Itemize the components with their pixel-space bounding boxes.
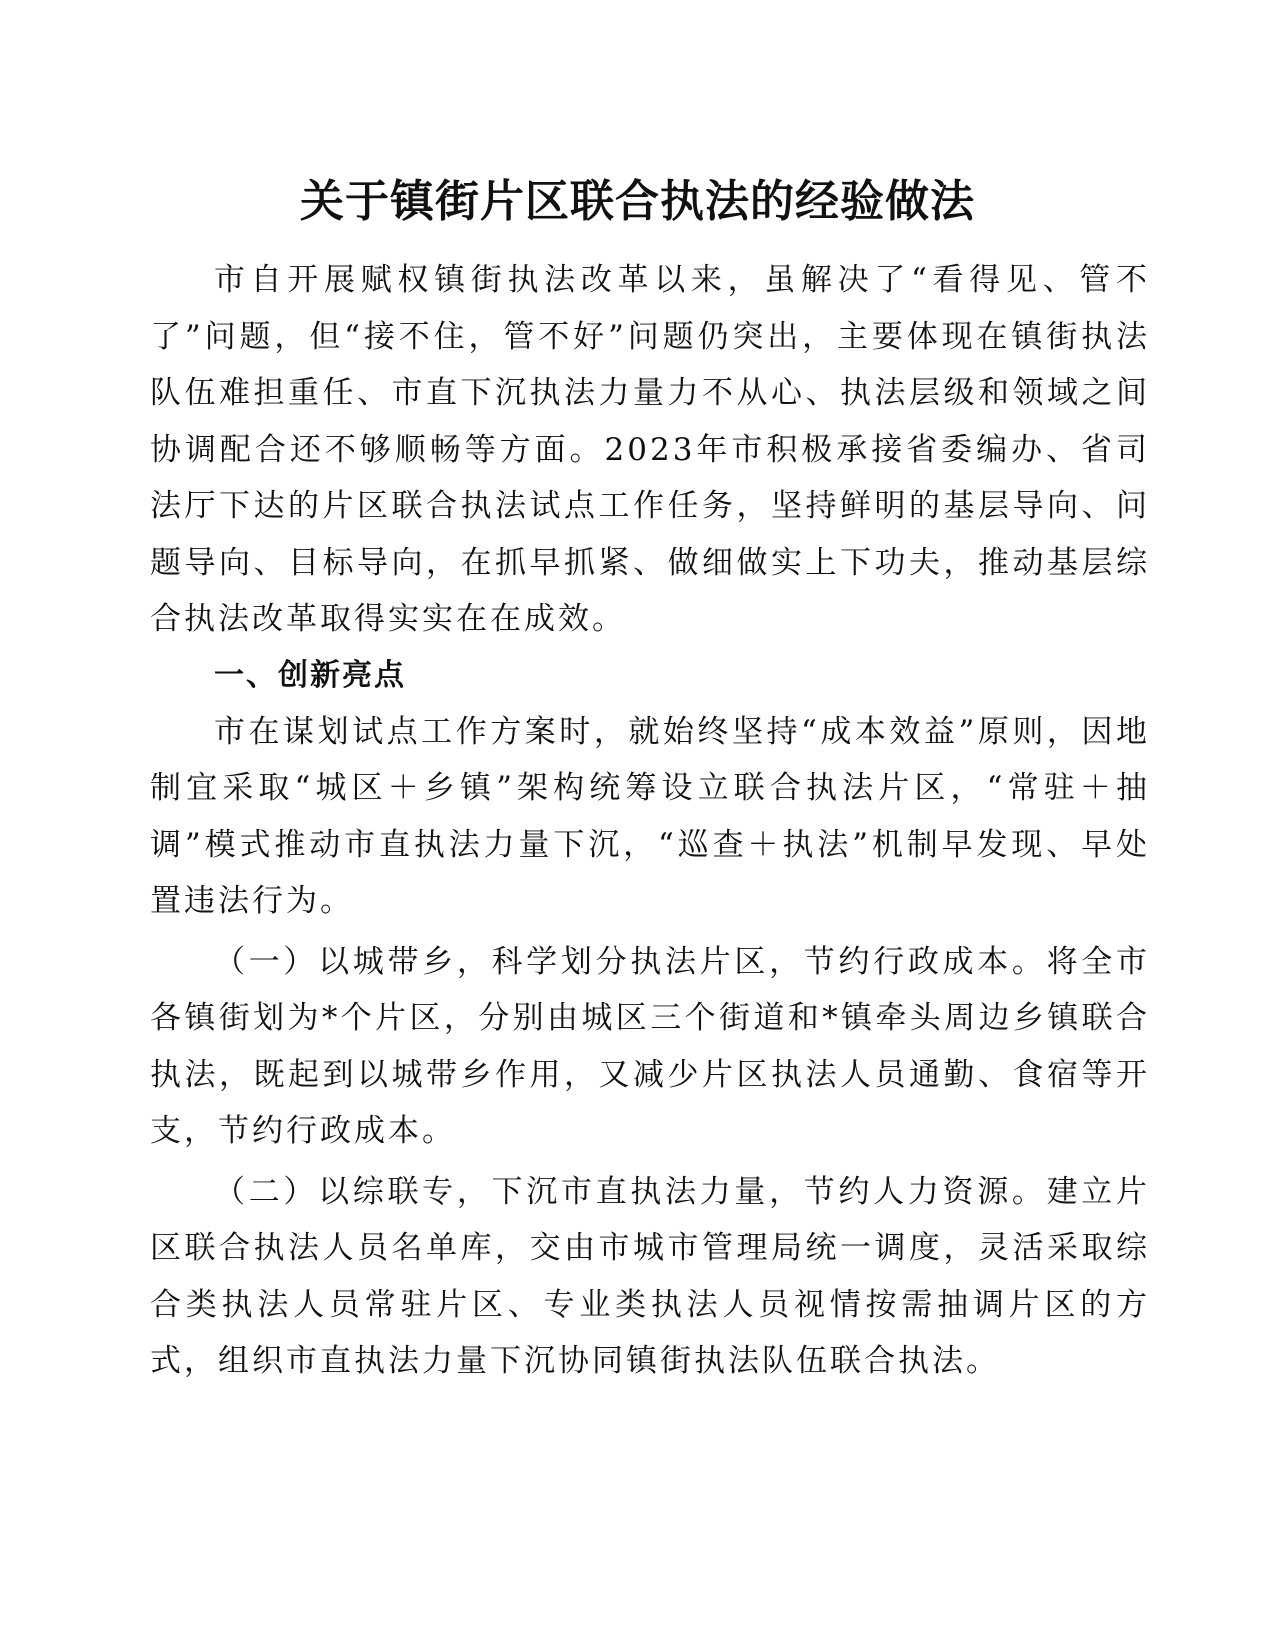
section-intro-paragraph: 市在谋划试点工作方案时，就始终坚持“成本效益”原则，因地制宜采取“城区＋乡镇”架构统筹设立联合执法片区，“常驻＋抽调”模式推动市直执法力量下沉，“巡查＋执法”机制早发现、早处置违法行为。 bbox=[150, 713, 1150, 919]
intro-paragraph: 市自开展赋权镇街执法改革以来，虽解决了“看得见、管不了”问题，但“接不住，管不好”问题仍突出，主要体现在镇街执法队伍难担重任、市直下沉执法力量力不从心、执法层级和领域之间协调配合还不够顺畅等方面。2023年市积极承接省委编办、省司法厅下达的片区联合执法试点工作任务，坚持鲜明的基层导向、问题导向、目标导向，在抓早抓紧、做细做实上下功夫，推动基层综合执法改革取得实实在在成效。 bbox=[150, 262, 1150, 637]
document-title: 关于镇街片区联合执法的经验做法 bbox=[300, 176, 975, 227]
item-two-paragraph: （二）以综联专，下沉市直执法力量，节约人力资源。建立片区联合执法人员名单库，交由市城市管理局统一调度，灵活采取综合类执法人员常驻片区、专业类执法人员视情按需抽调片区的方式，组织市直执法力量下沉协同镇街执法队伍联合执法。 bbox=[150, 1173, 1150, 1379]
section-heading: 一、创新亮点 bbox=[214, 657, 406, 693]
document-body bbox=[150, 252, 1150, 1390]
item-one-paragraph: （一）以城带乡，科学划分执法片区，节约行政成本。将全市各镇街划为*个片区，分别由城区三个街道和*镇牵头周边乡镇联合执法，既起到以城带乡作用，又减少片区执法人员通勤、食宿等开支，节约行政成本。 bbox=[150, 943, 1150, 1149]
